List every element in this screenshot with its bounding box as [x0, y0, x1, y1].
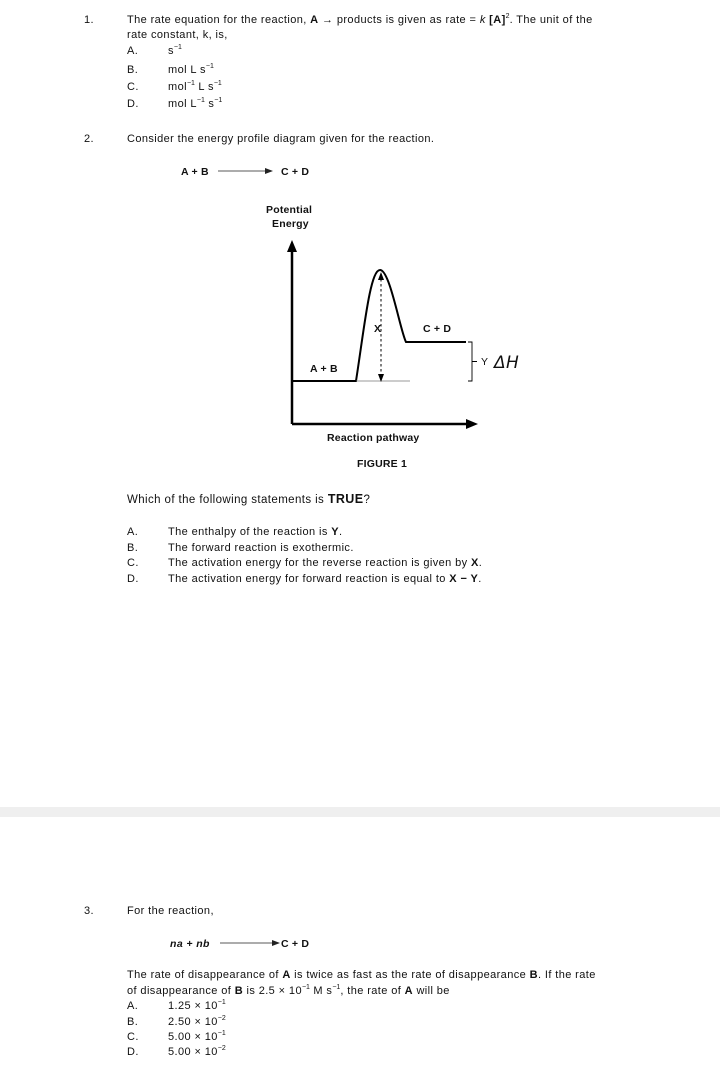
q3-option-a-text: $1.25 \times 10^{-1}$: [168, 999, 226, 1012]
q2-reaction-products: C + D: [281, 166, 310, 178]
label-x: X: [374, 323, 382, 335]
q2-option-a-letter: A.: [127, 526, 139, 538]
q3-option-d-text: $5.00 \times 10^{-2}$: [168, 1045, 226, 1058]
y-axis-arrowhead: [287, 240, 297, 252]
q3-option-b-text: $2.50 \times 10^{-2}$: [168, 1015, 226, 1028]
q3-stem: For the reaction,: [127, 905, 214, 917]
q2-reaction-reactants: A + B: [181, 166, 209, 178]
q2-option-d-letter: D.: [127, 573, 139, 585]
q3-option-b-letter: B.: [127, 1016, 139, 1028]
q3-option-c-letter: C.: [127, 1031, 139, 1043]
q1-option-c-text: mol$^{-1}$ L $s^{-1}$: [168, 80, 222, 93]
x-axis-arrowhead: [466, 419, 478, 429]
q1-option-b-text: mol L $s^{-1}$: [168, 63, 214, 76]
q1-option-b-letter: B.: [127, 64, 139, 76]
q3-number: 3.: [84, 905, 94, 917]
q2-option-d-text: The activation energy for forward reaction is equal to X − Y.: [168, 573, 482, 585]
q1-stem-line1: The rate equation for the reaction, A → products is given as rate = k $[A]^2$. The unit of the: [127, 13, 593, 26]
q1-option-a-letter: A.: [127, 45, 139, 57]
label-products: C + D: [423, 323, 452, 335]
figure-caption: FIGURE 1: [357, 458, 408, 470]
x-axis-label: Reaction pathway: [327, 432, 420, 444]
q2-option-b-text: The forward reaction is exothermic.: [168, 542, 354, 554]
q2-option-c-letter: C.: [127, 557, 139, 569]
q2-option-c-text: The activation energy for the reverse reaction is given by X.: [168, 557, 483, 569]
q1-option-a-text: $s^{-1}$: [168, 44, 182, 57]
q1-option-d-letter: D.: [127, 98, 139, 110]
q3-line2: of disappearance of B is $2.5 \times 10^{-1}$ M $s^{-1}$, the rate of A will be: [127, 984, 450, 997]
q3-option-d-letter: D.: [127, 1046, 139, 1058]
page-separator: [0, 807, 720, 817]
q3-line1: The rate of disappearance of A is twice as fast as the rate of disappearance B. If the rate: [127, 969, 596, 981]
q1-option-d-text: mol $L^{-1}$ $s^{-1}$: [168, 97, 223, 110]
y-axis-label-line1: Potential: [266, 204, 313, 216]
q3-reaction-products: C + D: [281, 938, 310, 950]
label-y: Y: [481, 356, 489, 368]
q1-stem-line2: rate constant, k, is,: [127, 29, 228, 41]
q3-reaction-reactants: na + nb: [170, 938, 210, 950]
y-axis-label-line2: Energy: [272, 218, 309, 230]
q1-number: 1.: [84, 14, 94, 26]
q2-option-b-letter: B.: [127, 542, 139, 554]
y-bracket: [468, 342, 477, 381]
q2-option-a-text: The enthalpy of the reaction is Y.: [168, 526, 343, 538]
q3-option-c-text: $5.00 \times 10^{-1}$: [168, 1030, 226, 1043]
energy-profile-diagram: [0, 0, 720, 470]
handwritten-delta-h-note: ΔH: [494, 353, 520, 373]
q2-number: 2.: [84, 133, 94, 145]
q2-stem: Consider the energy profile diagram given for the reaction.: [127, 133, 435, 145]
label-reactants: A + B: [310, 363, 338, 375]
q3-reaction-arrow: [218, 938, 282, 948]
q1-option-c-letter: C.: [127, 81, 139, 93]
q3-option-a-letter: A.: [127, 1000, 139, 1012]
q2-question: Which of the following statements is TRUE?: [127, 492, 371, 506]
